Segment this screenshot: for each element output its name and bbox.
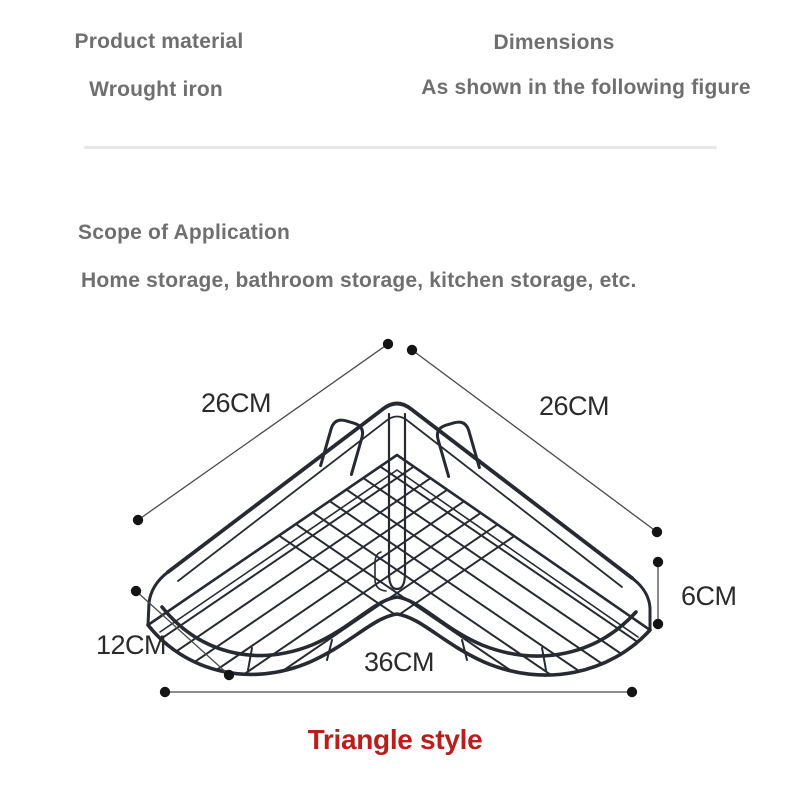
dimensions-section-title: Dimensions (493, 31, 615, 54)
top-rim-wire (168, 404, 632, 579)
base-back-edge-inner-wire (160, 470, 638, 637)
mounting-brackets (321, 418, 480, 477)
application-value: Home storage, bathroom storage, kitchen storage, etc. (81, 269, 637, 292)
height-dimension-label: 6CM (681, 581, 737, 611)
corner-wire-shelf-illustration (127, 294, 667, 792)
right-edge-dimension-label: 26CM (538, 391, 610, 421)
dimensions-value: As shown in the following figure (421, 76, 751, 99)
application-section-title: Scope of Application (78, 221, 291, 244)
base-back-edge-wire (148, 455, 650, 630)
right-bracket (435, 420, 480, 477)
style-name-label: Triangle style (307, 724, 483, 755)
left-edge-dimension-label: 26CM (200, 388, 272, 418)
depth-dimension-label: 12CM (95, 630, 167, 660)
material-value: Wrought iron (89, 78, 223, 101)
top-rim-inner-wire (178, 417, 622, 588)
material-section-title: Product material (74, 30, 244, 53)
front-width-dimension-label: 36CM (363, 647, 435, 677)
